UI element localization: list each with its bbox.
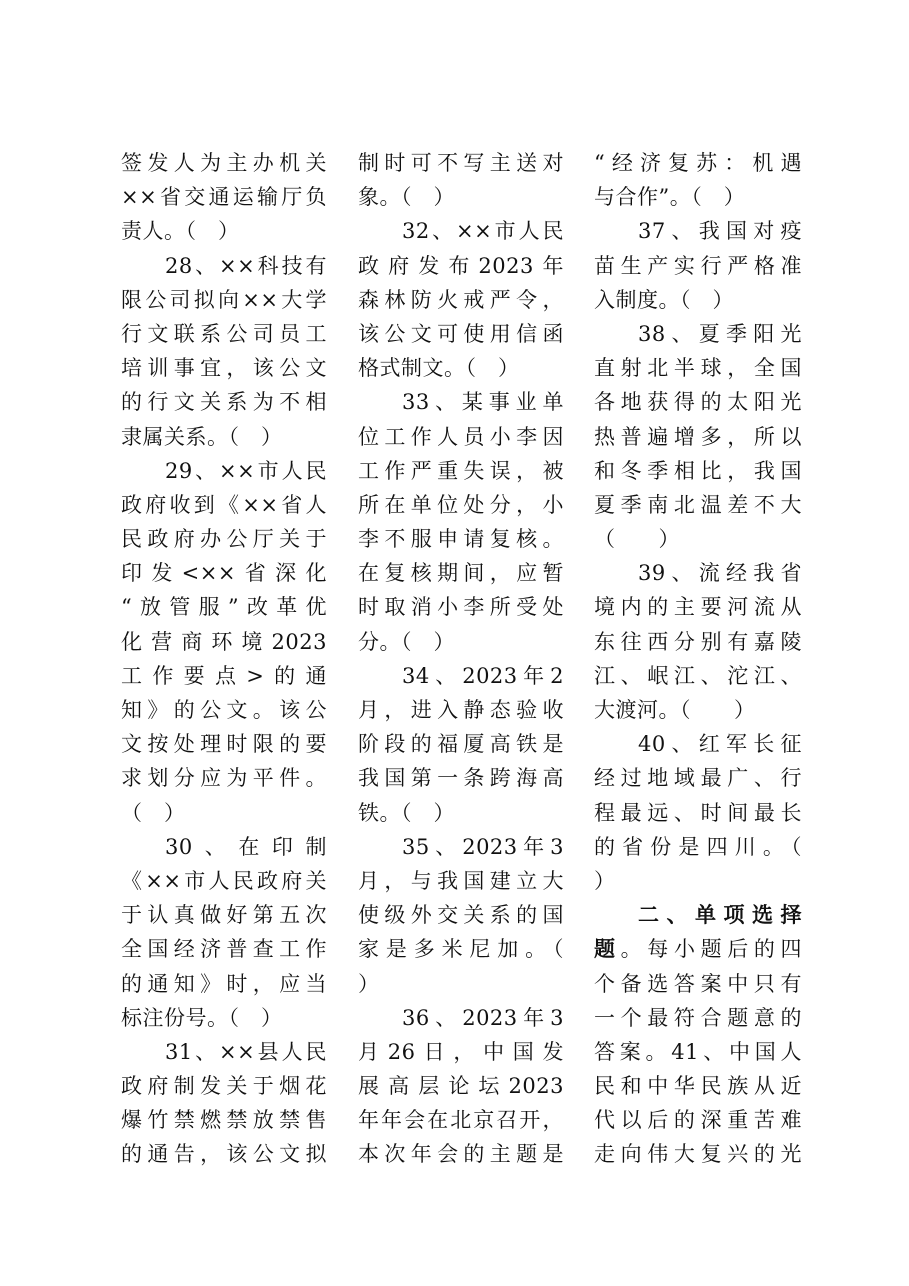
text-line: 的通知》时，应当 (121, 971, 327, 996)
text-line: 《××市人民政府关 (121, 868, 327, 893)
text-line: 32、××市人民 (402, 219, 564, 244)
text-line: 的行文关系为不相 (121, 390, 327, 415)
text-line: 签发人为主办机关 (121, 151, 327, 175)
text-line: 全国经济普查工作 (121, 937, 327, 962)
text-line: 培训事宜，该公文 (121, 356, 327, 381)
text-line: 和冬季相比，我国 (594, 458, 802, 483)
text-line: 31、××县人民 (165, 1039, 327, 1064)
text-line: 33、某事业单 (402, 390, 564, 415)
text-line: 阶段的福厦高铁是 (358, 732, 564, 757)
text-line: 制时可不写主送对 (358, 151, 564, 175)
text-line: 所在单位处分，小 (358, 492, 564, 517)
text-line: 东往西分别有嘉陵 (594, 629, 802, 654)
text-line: 政府制发关于烟花 (121, 1074, 327, 1099)
text-line: 39、流经我省 (638, 561, 802, 586)
text-line: 家是多米尼加。（ (358, 937, 564, 962)
text-line: 年年会在北京召开， (358, 1108, 564, 1133)
text-line: 于认真做好第五次 (121, 903, 327, 928)
text-line: 位工作人员小李因 (358, 424, 564, 449)
text-line: 40、红军长征 (638, 732, 802, 757)
text-line: 苗生产实行严格准 (594, 253, 802, 278)
text-line: 象。（ ） (358, 185, 455, 210)
text-column-1 (121, 146, 327, 1172)
text-line: （ ） (594, 527, 680, 552)
text-line: 一个最符合题意的 (594, 1005, 802, 1030)
text-line: 爆竹禁燃禁放禁售 (121, 1108, 327, 1133)
text-line: 夏季南北温差不大 (594, 492, 802, 517)
text-line: 的通告，该公文拟 (121, 1142, 327, 1167)
column-lines (358, 146, 564, 1172)
text-line: 时取消小李所受处 (358, 595, 564, 620)
text-line: 29、××市人民 (165, 458, 327, 483)
text-line: 代以后的深重苦难 (594, 1108, 802, 1133)
text-line: ） (358, 971, 380, 996)
text-line: 38、夏季阳光 (638, 321, 802, 346)
text-line: 境内的主要河流从 (594, 595, 802, 620)
text-line: 民和中华民族从近 (594, 1074, 802, 1099)
text-line: 分。（ ） (358, 629, 455, 654)
text-line: 知》的公文。该公 (121, 698, 327, 722)
text-line: 我国第一条跨海高 (358, 766, 564, 791)
text-line: 展高层论坛2023 (358, 1074, 564, 1099)
text-line: 大渡河。（ ） (594, 698, 756, 722)
text-line: 求划分应为平件。 (121, 766, 327, 791)
text-line: 化营商环境2023 (121, 629, 327, 654)
text-line: 政府发布2023年 (358, 253, 564, 278)
text-line: 江、岷江、沱江、 (594, 663, 802, 688)
text-line: 37、我国对疫 (638, 219, 802, 244)
text-line: 经过地域最广、行 (594, 766, 802, 791)
text-line: 30、在印制 (165, 834, 327, 859)
text-line: 印发<××省深化 (121, 561, 327, 586)
text-line: “放管服”改革优 (121, 595, 327, 620)
text-line: 与合作”。（ ） (594, 185, 746, 210)
text-line (594, 932, 802, 966)
text-line: 森林防火戒严令， (358, 287, 564, 312)
text-line: 标注份号。（ ） (121, 1005, 283, 1030)
bold-text: 题 (594, 936, 621, 962)
text-line: 35、2023年3 (402, 834, 564, 859)
text-line: 热普遍增多，所以 (594, 424, 802, 449)
text-line: ××省交通运输厅负 (121, 185, 327, 210)
text-line: 各地获得的太阳光 (594, 390, 802, 415)
text-line: 直射北半球，全国 (594, 356, 802, 381)
text-line: 答案。41、中国人 (594, 1039, 802, 1064)
text-column-2 (358, 146, 564, 1172)
text-line: 月，进入静态验收 (358, 698, 564, 722)
text-line: 使级外交关系的国 (358, 903, 564, 928)
text-line: 月，与我国建立大 (358, 868, 564, 893)
text-line: 个备选答案中只有 (594, 971, 802, 996)
text-line: 李不服申请复核。 (358, 527, 564, 552)
text-line: （ ） (121, 800, 186, 825)
text-line: 程最远、时间最长 (594, 800, 802, 825)
column-lines (121, 146, 327, 1172)
text-line: 34、2023年2 (402, 663, 564, 688)
text-line: “经济复苏：机遇 (594, 151, 802, 175)
text-line: 该公文可使用信函 (358, 321, 564, 346)
text-line: 行文联系公司员工 (121, 321, 327, 346)
text-line: 限公司拟向××大学 (121, 287, 327, 312)
text-line: 在复核期间，应暂 (358, 561, 564, 586)
text-line: 文按处理时限的要 (121, 732, 327, 757)
text-line: 民政府办公厅关于 (121, 527, 327, 552)
text-line: 隶属关系。（ ） (121, 424, 283, 449)
text-line: 工作严重失误，被 (358, 458, 564, 483)
text-line: 走向伟大复兴的光 (594, 1142, 802, 1167)
text-line: 政府收到《××省人 (121, 492, 327, 517)
text-line: ） (594, 868, 616, 893)
column-lines (594, 146, 802, 1172)
text-line: 二、单项选择 (638, 902, 802, 928)
text-line: 36、2023年3 (402, 1005, 564, 1030)
text-line: 责人。（ ） (121, 219, 240, 244)
line-text: 。每小题后的四 (620, 937, 803, 962)
text-line: 工作要点>的通 (121, 663, 327, 688)
text-line: 28、××科技有 (165, 253, 327, 278)
text-line: 月26日，中国发 (358, 1039, 564, 1064)
text-line: 的省份是四川。（ (594, 834, 802, 859)
text-line: 铁。（ ） (358, 800, 455, 825)
text-line: 格式制文。（ ） (358, 356, 520, 381)
text-column-3 (594, 146, 802, 1172)
text-line: 本次年会的主题是 (358, 1142, 564, 1167)
text-line: 入制度。（ ） (594, 287, 734, 312)
